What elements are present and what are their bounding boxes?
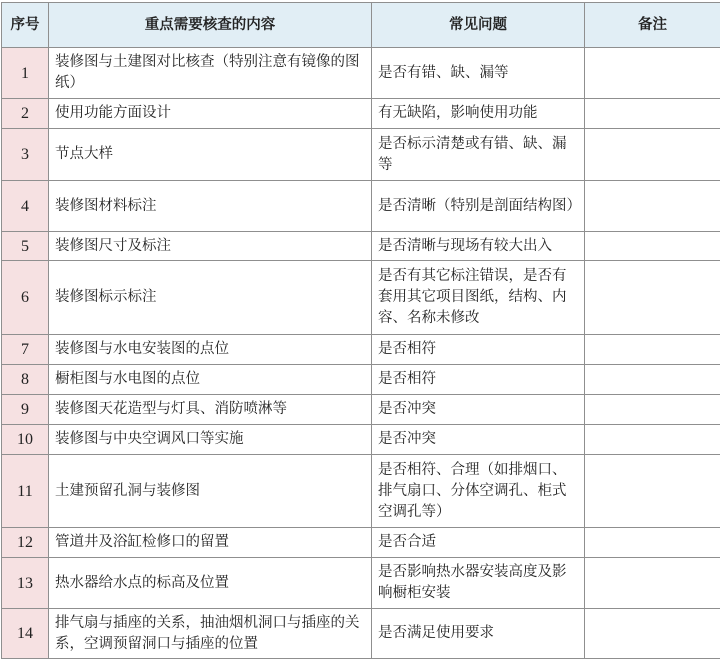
row-remark <box>585 425 720 455</box>
table-row <box>2 365 720 395</box>
row-number: 11 <box>2 455 49 528</box>
row-remark <box>585 558 720 609</box>
row-remark <box>585 455 720 528</box>
row-content: 使用功能方面设计 <box>49 99 372 129</box>
row-content: 装修图材料标注 <box>49 181 372 232</box>
table-row <box>2 181 720 232</box>
row-issue: 是否冲突 <box>372 395 585 425</box>
row-issue: 是否满足使用要求 <box>372 609 585 659</box>
row-number: 5 <box>2 232 49 261</box>
row-number: 3 <box>2 129 49 181</box>
table-row <box>2 609 720 659</box>
table-row <box>2 232 720 261</box>
row-content: 装修图天花造型与灯具、消防喷淋等 <box>49 395 372 425</box>
row-content: 装修图与土建图对比核查（特别注意有镜像的图纸） <box>49 48 372 99</box>
header-check-content: 重点需要核查的内容 <box>49 3 372 48</box>
row-number: 7 <box>2 335 49 365</box>
table-row <box>2 528 720 558</box>
row-remark <box>585 609 720 659</box>
row-number: 14 <box>2 609 49 659</box>
row-issue: 是否冲突 <box>372 425 585 455</box>
row-number: 1 <box>2 48 49 99</box>
row-number: 2 <box>2 99 49 129</box>
row-number: 4 <box>2 181 49 232</box>
table-row <box>2 99 720 129</box>
row-content: 热水器给水点的标高及位置 <box>49 558 372 609</box>
row-issue: 有无缺陷，影响使用功能 <box>372 99 585 129</box>
row-remark <box>585 129 720 181</box>
row-number: 8 <box>2 365 49 395</box>
row-remark <box>585 335 720 365</box>
row-content: 管道井及浴缸检修口的留置 <box>49 528 372 558</box>
row-remark <box>585 528 720 558</box>
row-number: 13 <box>2 558 49 609</box>
header-remarks: 备注 <box>585 3 720 48</box>
row-content: 土建预留孔洞与装修图 <box>49 455 372 528</box>
row-number: 10 <box>2 425 49 455</box>
row-remark <box>585 48 720 99</box>
row-issue: 是否有其它标注错误，是否有套用其它项目图纸，结构、内容、名称未修改 <box>372 261 585 335</box>
row-content: 装修图与水电安装图的点位 <box>49 335 372 365</box>
check-table <box>1 2 720 659</box>
row-remark <box>585 232 720 261</box>
row-issue: 是否标示清楚或有错、缺、漏等 <box>372 129 585 181</box>
row-remark <box>585 365 720 395</box>
row-content: 排气扇与插座的关系，抽油烟机洞口与插座的关系，空调预留洞口与插座的位置 <box>49 609 372 659</box>
row-issue: 是否有错、缺、漏等 <box>372 48 585 99</box>
table-row <box>2 425 720 455</box>
header-row <box>2 3 720 48</box>
row-issue: 是否清晰（特别是剖面结构图） <box>372 181 585 232</box>
table-row <box>2 261 720 335</box>
table-body <box>2 48 720 659</box>
row-number: 9 <box>2 395 49 425</box>
table-row <box>2 335 720 365</box>
table-row <box>2 48 720 99</box>
row-issue: 是否相符 <box>372 365 585 395</box>
row-content: 装修图标示标注 <box>49 261 372 335</box>
row-issue: 是否清晰与现场有较大出入 <box>372 232 585 261</box>
table-header <box>2 3 720 48</box>
row-remark <box>585 395 720 425</box>
table-row <box>2 455 720 528</box>
row-content: 装修图尺寸及标注 <box>49 232 372 261</box>
header-common-issues: 常见问题 <box>372 3 585 48</box>
table-row <box>2 395 720 425</box>
row-issue: 是否相符 <box>372 335 585 365</box>
row-issue: 是否相符、合理（如排烟口、排气扇口、分体空调孔、柜式空调孔等） <box>372 455 585 528</box>
row-remark <box>585 261 720 335</box>
row-content: 节点大样 <box>49 129 372 181</box>
row-content: 橱柜图与水电图的点位 <box>49 365 372 395</box>
row-number: 6 <box>2 261 49 335</box>
row-issue: 是否影响热水器安装高度及影响橱柜安装 <box>372 558 585 609</box>
table-row <box>2 558 720 609</box>
row-content: 装修图与中央空调风口等实施 <box>49 425 372 455</box>
row-remark <box>585 99 720 129</box>
row-number: 12 <box>2 528 49 558</box>
header-serial-number: 序号 <box>2 3 49 48</box>
table-row <box>2 129 720 181</box>
row-remark <box>585 181 720 232</box>
row-issue: 是否合适 <box>372 528 585 558</box>
